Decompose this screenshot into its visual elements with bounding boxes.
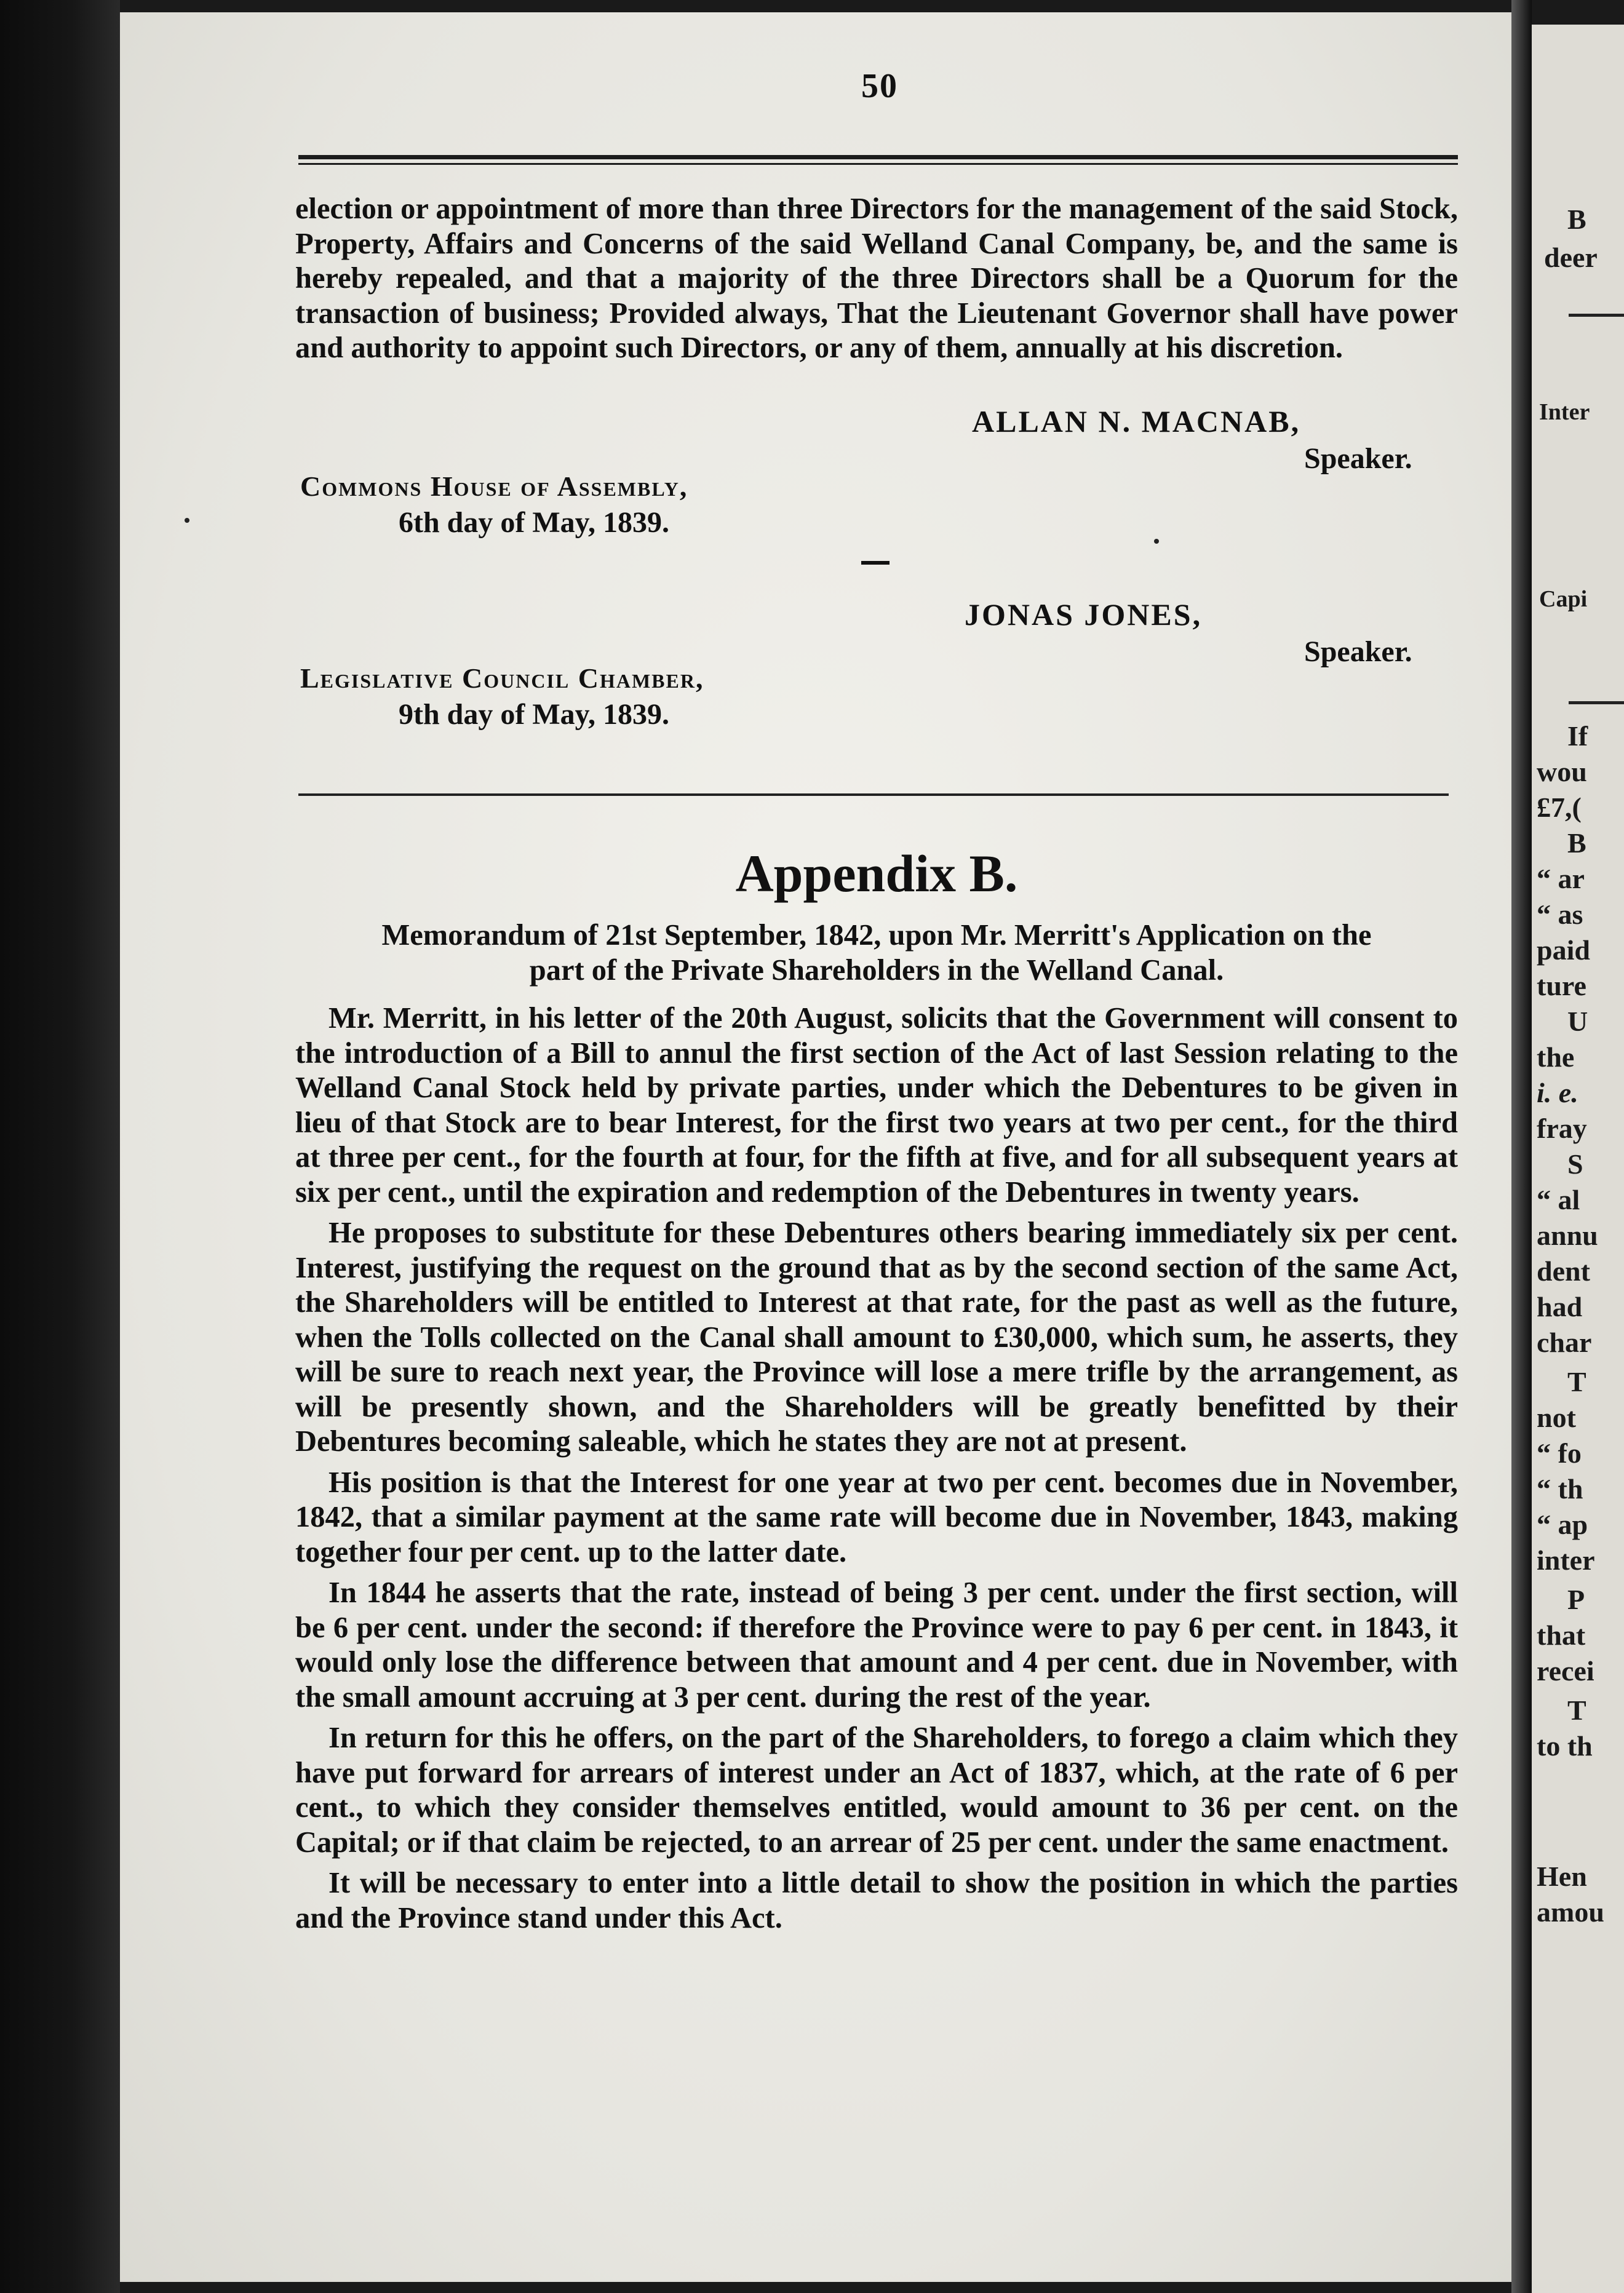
adjacent-fragment: P <box>1567 1584 1585 1615</box>
adjacent-fragment: wou <box>1537 756 1587 787</box>
memo-paragraph: Mr. Merritt, in his letter of the 20th August, solicits that the Government will consent to the introduction of a Bill to annul the first section of the Act of last Session relating to the Welland Canal Stock held by private parties, under which the Debentures to be given in lieu of that Stock are to bear Interest, for the first two years at two per cent., for the third at three per cent., for the fourth at four, for the fifth at five, and for all subsequent years at six per cent., until the expiration and redemption of the Debentures in twenty years. <box>295 1002 1458 1209</box>
adjacent-fragment: paid <box>1537 934 1590 966</box>
memo-heading-line-1: Memorandum of 21st September, 1842, upon Mr. Merritt's Application on the <box>381 919 1372 952</box>
print-speck <box>1154 539 1159 544</box>
adjacent-fragment: ture <box>1537 970 1586 1001</box>
adjacent-fragment: B <box>1567 204 1586 235</box>
memo-paragraph: In 1844 he asserts that the rate, instead of being 3 per cent. under the first section, will be 6 per cent. under the second: if therefore the Province were to pay 6 per cent. in 1843, it would only lose the difference between that amount and 4 per cent. due in November, with the small amount accruing at 3 per cent. during the rest of the year. <box>295 1576 1458 1714</box>
adjacent-fragment: Inter <box>1539 399 1590 425</box>
adjacent-fragment: i. e. <box>1537 1077 1578 1108</box>
book-binding-gutter <box>0 0 120 2293</box>
signature-2-place: Legislative Council Chamber, <box>300 662 704 694</box>
signature-2-title: Speaker. <box>1304 635 1412 668</box>
adjacent-fragment: to th <box>1537 1730 1593 1762</box>
adjacent-fragment: £7,( <box>1537 792 1582 823</box>
memo-paragraph: He proposes to substitute for these Debentures others bearing immediately six per cent. Interest, justifying the request on the ground that as by the second section of the same Act, the Shareholders will be entitled to Interest at that rate, for the past as well as the future, when the Tolls collected on the Canal shall amount to £30,000, which sum, he asserts, they will be sure to reach next year, the Province will lose a mere trifle by the arrangement, as will be presently shown, and the Shareholders will be greatly benefitted by their Debentures becoming saleable, which he states they are not at present. <box>295 1217 1458 1458</box>
adjacent-fragment: the <box>1537 1041 1575 1073</box>
adjacent-fragment: inter <box>1537 1544 1595 1576</box>
adjacent-fragment: Capi <box>1539 586 1588 612</box>
adjacent-fragment: that <box>1537 1619 1586 1651</box>
top-paragraph-block <box>295 192 1458 366</box>
top-paragraph: election or appointment of more than three Directors for the management of the said Stock, Property, Affairs and Concerns of the said Welland Canal Company, be, and the same is hereby repealed, and that a majority of the three Directors shall be a Quorum for the transaction of business; Provided always, That the Lieutenant Governor shall have power and authority to appoint such Directors, or any of them, annually at his discretion. <box>295 193 1458 364</box>
adjacent-fragment: annu <box>1537 1220 1598 1251</box>
adjacent-fragment: char <box>1537 1327 1592 1358</box>
memo-paragraph: In return for this he offers, on the part of the Shareholders, to forego a claim which they have put forward for arrears of interest under an Act of 1837, which, at the rate of 6 per cent., to which they consider themselves entitled, would amount to 36 per cent. on the Capital; or if that claim be rejected, to an arrear of 25 per cent. under the same enactment. <box>295 1722 1458 1859</box>
page-number: 50 <box>861 67 898 105</box>
adjacent-fragment: recei <box>1537 1655 1594 1687</box>
memo-paragraph: It will be necessary to enter into a little detail to show the position in which the parties and the Province stand under this Act. <box>295 1867 1458 1934</box>
adjacent-fragment: had <box>1537 1291 1583 1322</box>
adjacent-fragment: U <box>1567 1006 1588 1037</box>
adjacent-fragment: “ al <box>1537 1184 1580 1215</box>
memo-body <box>295 1001 1458 1936</box>
signature-1-title: Speaker. <box>1304 442 1412 475</box>
adjacent-fragment: dent <box>1537 1255 1590 1287</box>
adjacent-fragment: fray <box>1537 1113 1587 1144</box>
adjacent-fragment: “ as <box>1537 899 1583 930</box>
signature-1-date: 6th day of May, 1839. <box>399 506 670 539</box>
adjacent-fragment: deer <box>1544 242 1598 273</box>
memo-paragraph: His position is that the Interest for one year at two per cent. becomes due in November, 1842, that a similar payment at the same rate will become due in November, 1843, making together four per cent. up to the latter date. <box>295 1466 1458 1568</box>
adjacent-fragment: If <box>1567 720 1588 752</box>
signature-2-date: 9th day of May, 1839. <box>399 698 670 731</box>
memo-heading <box>295 918 1458 988</box>
adjacent-fragment: B <box>1567 827 1586 859</box>
adjacent-fragment: S <box>1567 1148 1583 1180</box>
adjacent-fragment: “ ap <box>1537 1509 1588 1540</box>
adjacent-page-strip <box>1532 25 1624 2293</box>
print-speck <box>185 518 189 523</box>
adjacent-fragment: T <box>1567 1366 1586 1397</box>
adjacent-fragment: “ fo <box>1537 1437 1582 1469</box>
adjacent-rule <box>1569 314 1624 317</box>
adjacent-fragment: not <box>1537 1402 1576 1433</box>
memo-heading-line-2: part of the Private Shareholders in the Welland Canal. <box>529 954 1224 987</box>
separator-dash <box>861 561 890 565</box>
adjacent-fragment: Hen <box>1537 1861 1587 1892</box>
adjacent-fragment: T <box>1567 1695 1586 1726</box>
adjacent-rule <box>1569 701 1624 704</box>
signature-1-place: Commons House of Assembly, <box>300 471 688 502</box>
adjacent-fragment: “ th <box>1537 1473 1583 1504</box>
signature-2-name: JONAS JONES, <box>965 597 1203 632</box>
page-edge-shadow <box>1511 0 1532 2293</box>
signature-1-name: ALLAN N. MACNAB, <box>972 404 1301 439</box>
section-rule <box>298 793 1449 796</box>
header-rule <box>298 155 1458 159</box>
appendix-title: Appendix B. <box>735 844 1018 903</box>
adjacent-fragment: “ ar <box>1537 863 1585 894</box>
adjacent-fragment: amou <box>1537 1896 1604 1928</box>
